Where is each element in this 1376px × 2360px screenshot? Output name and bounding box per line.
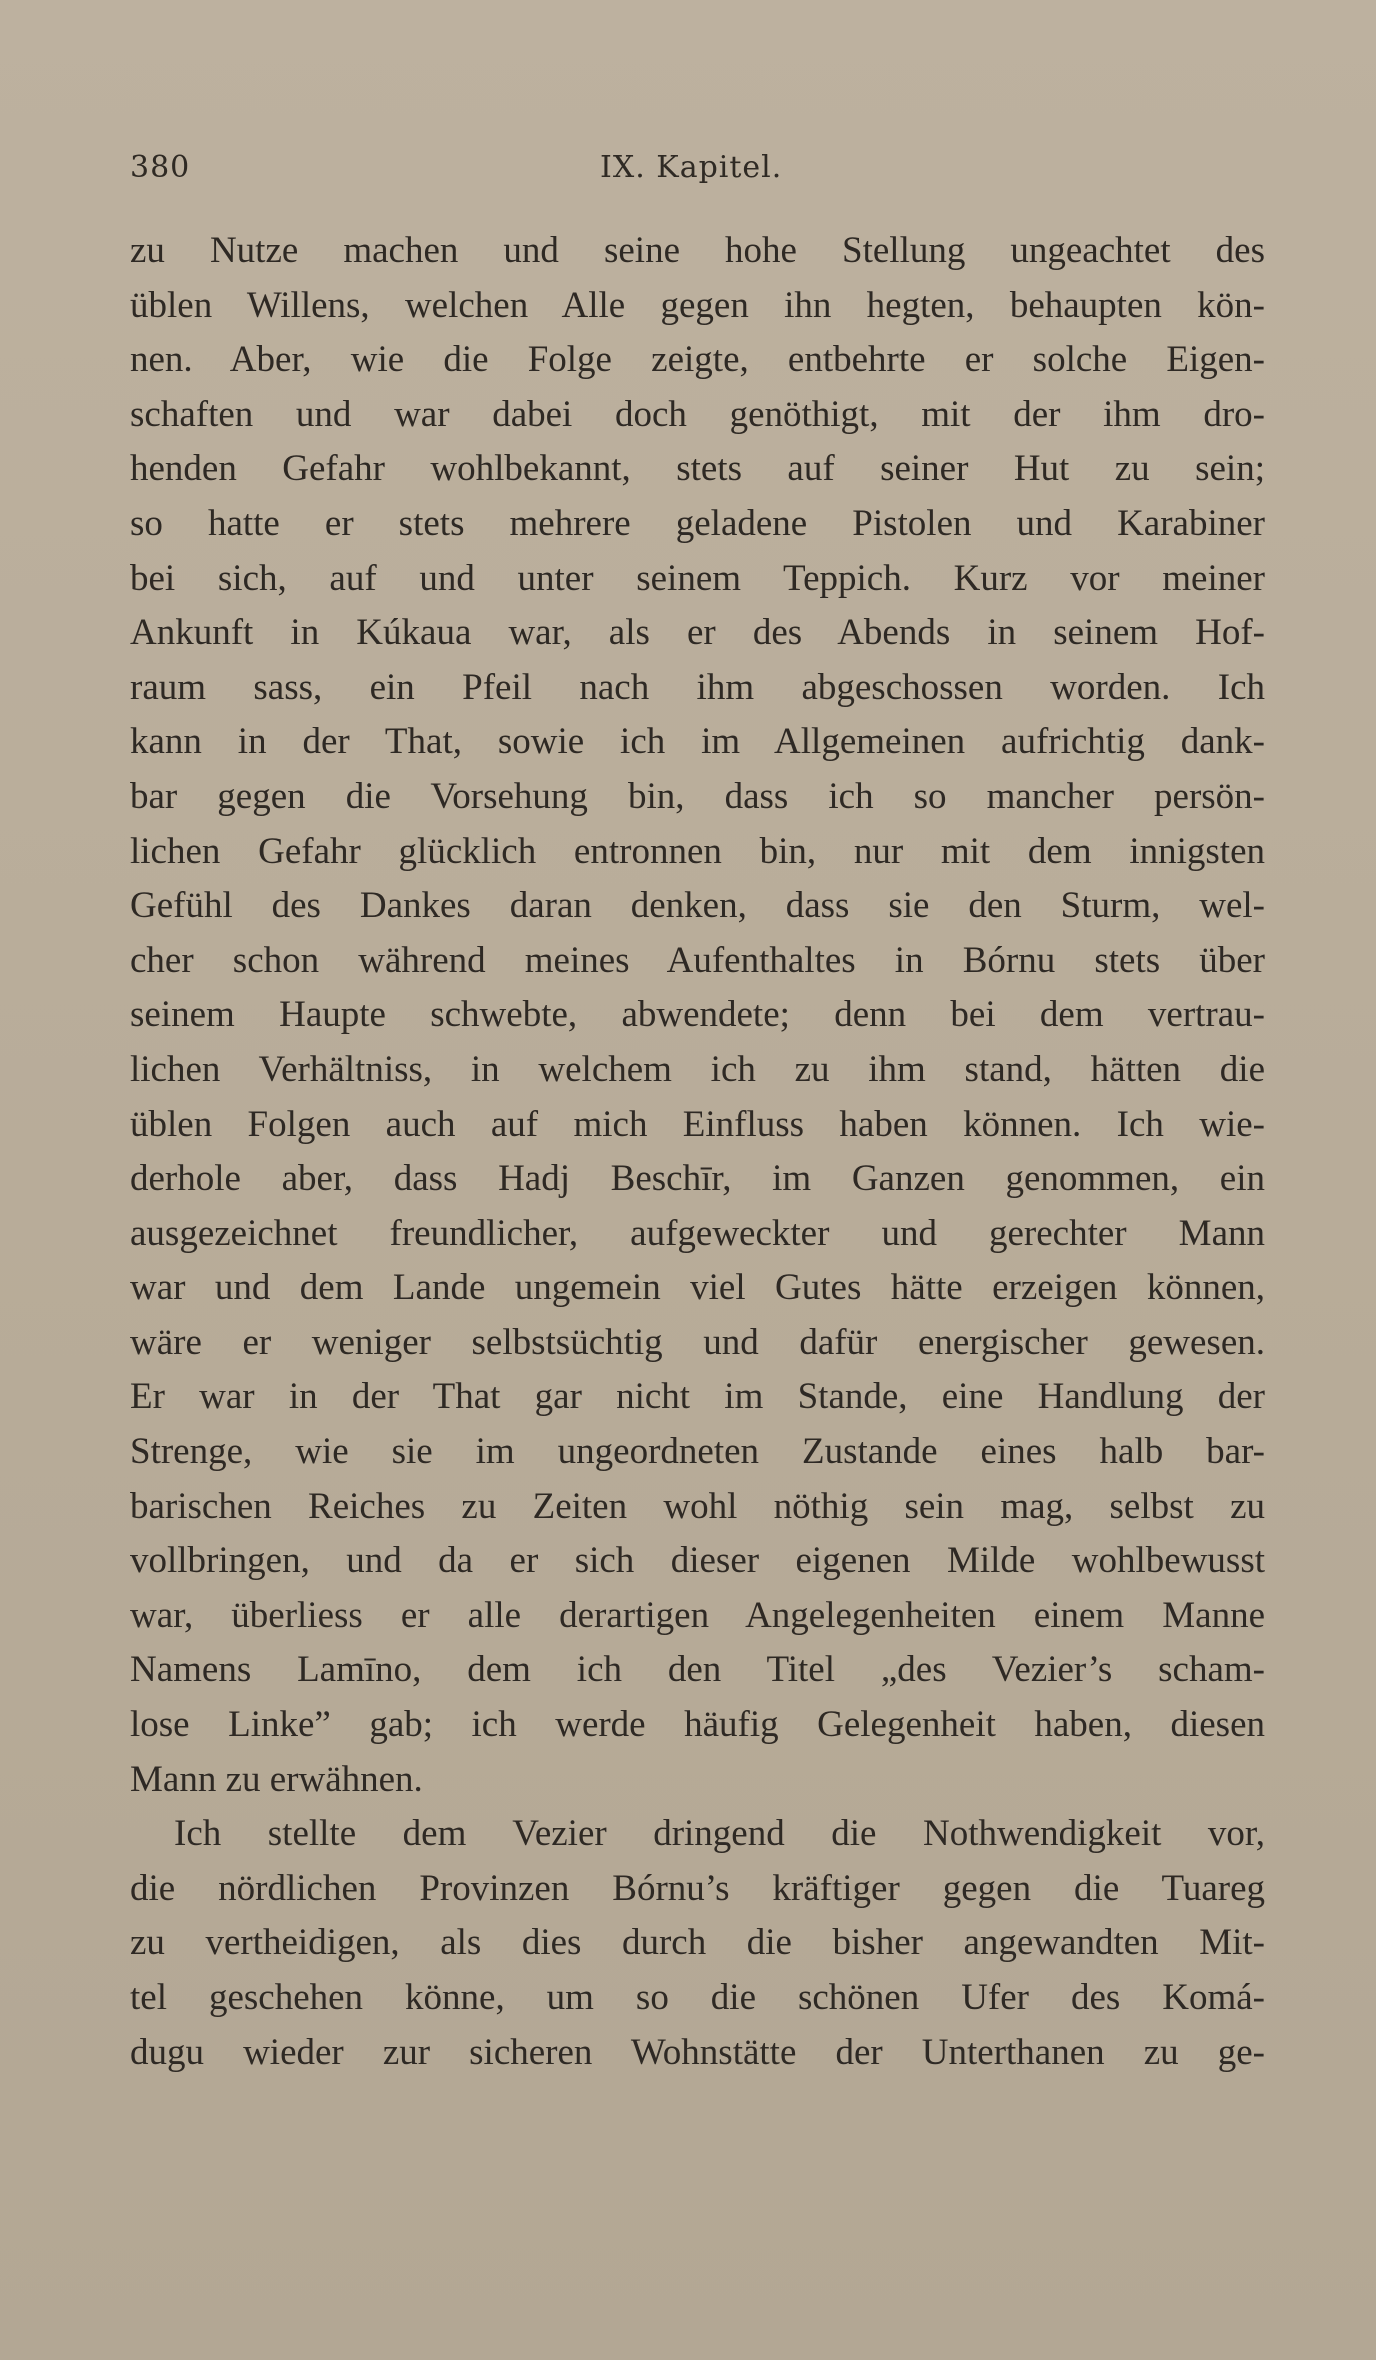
text-line: Er war in der That gar nicht im Stande, eine Handlung der [130, 1376, 1265, 1418]
text-line: die nördlichen Provinzen Bórnu’s kräftiger gegen die Tuareg [130, 1867, 1265, 1909]
page-header [130, 150, 1265, 200]
text-line: bei sich, auf und unter seinem Teppich. Kurz vor meiner [130, 557, 1265, 599]
text-line: kann in der That, sowie ich im Allgemeinen aufrichtig dank- [130, 721, 1265, 763]
text-line: barischen Reiches zu Zeiten wohl nöthig sein mag, selbst zu [130, 1485, 1265, 1527]
text-line: war, überliess er alle derartigen Angelegenheiten einem Manne [130, 1594, 1265, 1636]
text-line: bar gegen die Vorsehung bin, dass ich so mancher persön- [130, 775, 1265, 817]
text-line: henden Gefahr wohlbekannt, stets auf seiner Hut zu sein; [130, 448, 1265, 490]
text-line: Gefühl des Dankes daran denken, dass sie den Sturm, wel- [130, 885, 1265, 927]
text-line: war und dem Lande ungemein viel Gutes hätte erzeigen können, [130, 1267, 1265, 1309]
text-line: lichen Verhältniss, in welchem ich zu ihm stand, hätten die [130, 1048, 1265, 1090]
text-line: lose Linke” gab; ich werde häufig Gelegenheit haben, diesen [130, 1704, 1265, 1746]
text-line: üblen Willens, welchen Alle gegen ihn hegten, behaupten kön- [130, 284, 1265, 326]
text-line: schaften und war dabei doch genöthigt, mit der ihm dro- [130, 393, 1265, 435]
text-line: nen. Aber, wie die Folge zeigte, entbehrte er solche Eigen- [130, 339, 1265, 381]
text-line: Ankunft in Kúkaua war, als er des Abends in seinem Hof- [130, 612, 1265, 654]
text-line: Strenge, wie sie im ungeordneten Zustande eines halb bar- [130, 1431, 1265, 1473]
text-line: cher schon während meines Aufenthaltes in Bórnu stets über [130, 939, 1265, 981]
paragraph [130, 1807, 1265, 2080]
text-line: tel geschehen könne, um so die schönen Ufer des Komá- [130, 1977, 1265, 2018]
text-line: dugu wieder zur sicheren Wohnstätte der Unterthanen zu ge- [130, 2031, 1265, 2073]
text-line: Ich stellte dem Vezier dringend die Nothwendigkeit vor, [174, 1813, 1265, 1855]
text-line: so hatte er stets mehrere geladene Pistolen und Karabiner [130, 502, 1265, 544]
text-line: vollbringen, und da er sich dieser eigenen Milde wohlbewusst [130, 1540, 1265, 1582]
text-line: wäre er weniger selbstsüchtig und dafür energischer gewesen. [130, 1321, 1265, 1363]
running-head: IX. Kapitel. [600, 150, 783, 185]
page-number: 380 [130, 150, 191, 185]
text-line: seinem Haupte schwebte, abwendete; denn bei dem vertrau- [130, 994, 1265, 1036]
text-line: zu Nutze machen und seine hohe Stellung ungeachtet des [130, 230, 1265, 271]
text-line: derhole aber, dass Hadj Beschīr, im Ganzen genommen, ein [130, 1158, 1265, 1200]
paragraph [130, 224, 1265, 1807]
text-line: Namens Lamīno, dem ich den Titel „des Vezier’s scham- [130, 1649, 1265, 1691]
body-text [130, 224, 1265, 2080]
text-line: ausgezeichnet freundlicher, aufgeweckter und gerechter Mann [130, 1212, 1265, 1254]
text-line: Mann zu erwähnen. [130, 1758, 423, 1800]
text-line: raum sass, ein Pfeil nach ihm abgeschossen worden. Ich [130, 666, 1265, 708]
text-line: zu vertheidigen, als dies durch die bisher angewandten Mit- [130, 1922, 1265, 1964]
text-line: lichen Gefahr glücklich entronnen bin, nur mit dem innigsten [130, 830, 1265, 872]
text-line: üblen Folgen auch auf mich Einfluss haben können. Ich wie- [130, 1103, 1265, 1145]
